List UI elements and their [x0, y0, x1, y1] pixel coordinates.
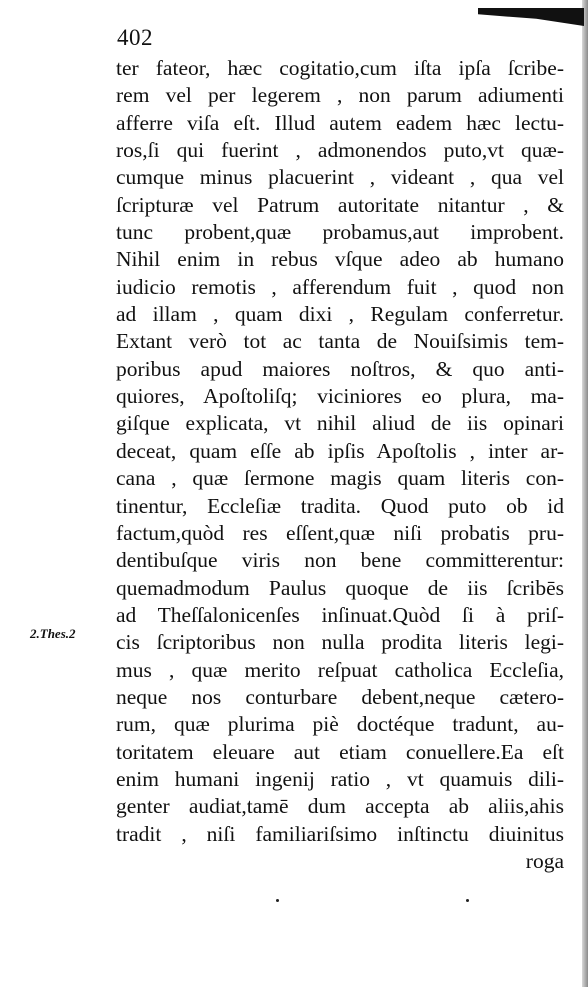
text-line: tunc probent,quæ probamus,aut improbent. — [116, 220, 564, 245]
text-line: tinentur, Eccleſiæ tradita. Quod puto ob id — [116, 493, 564, 518]
text-line: rem vel per legerem , non parum adiumenti — [116, 83, 564, 108]
text-line: iudicio remotis , afferendum fuit , quod non — [116, 274, 564, 299]
text-line: deceat, quam eſſe ab ipſis Apoſtolis , inter ar- — [116, 438, 564, 463]
text-line: toritatem eleuare aut etiam conuellere.Ea eſt — [116, 739, 564, 764]
text-line: Extant verò tot ac tanta de Nouiſsimis tem- — [116, 329, 564, 354]
corner-ink-mark — [478, 8, 584, 26]
text-line: mus , quæ merito reſpuat catholica Eccleſia, — [116, 657, 564, 682]
text-line: enim humani ingenij ratio , vt quamuis dili- — [116, 766, 564, 791]
text-line: ros,ſi qui fuerint , admonendos puto,vt quæ- — [116, 138, 564, 163]
text-line: ſcripturæ vel Patrum autoritate nitantur , & — [116, 192, 564, 217]
text-line: genter audiat,tamē dum accepta ab aliis,ahis — [116, 794, 564, 819]
text-line: poribus apud maiores noſtros, & quo anti- — [116, 356, 564, 381]
text-line: cis ſcriptoribus non nulla prodita literis legi- — [116, 630, 564, 655]
text-line: quemadmodum Paulus quoque de iis ſcribēs — [116, 575, 564, 600]
text-line: afferre viſa eſt. Illud autem eadem hæc lectu- — [116, 110, 564, 135]
page-number: 402 — [117, 25, 153, 50]
text-line: ad illam , quam dixi , Regulam conferretur. — [116, 302, 564, 327]
text-line: ad Theſſalonicenſes inſinuat.Quòd ſi à priſ- — [116, 602, 564, 627]
body-text — [116, 55, 564, 875]
text-line: cana , quæ ſermone magis quam literis con- — [116, 466, 564, 491]
text-line: dentibuſque viris non bene committerentur: — [116, 548, 564, 573]
print-speck — [466, 899, 469, 902]
print-speck — [276, 899, 279, 902]
text-line: neque nos conturbare debent,neque cætero- — [116, 684, 564, 709]
text-line: cumque minus placuerint , videant , qua vel — [116, 165, 564, 190]
text-line: quiores, Apoſtoliſq; viciniores eo plura, ma- — [116, 384, 564, 409]
text-line: factum,quòd res eſſent,quæ niſi probatis pru- — [116, 520, 564, 545]
text-line: giſque explicata, vt nihil aliud de iis opinari — [116, 411, 564, 436]
page-edge-shadow — [582, 0, 588, 987]
text-line: tradit , niſi familiariſsimo inſtinctu diuinitus — [116, 821, 564, 846]
marginal-note: 2.Thes.2 — [30, 626, 76, 641]
text-line: roga — [525, 848, 564, 873]
text-line: ter fateor, hæc cogitatio,cum iſta ipſa ſcribe- — [116, 56, 564, 80]
text-line: Nihil enim in rebus vſque adeo ab humano — [116, 247, 564, 272]
text-line: rum, quæ plurima piè doctéque tradunt, au- — [116, 712, 564, 737]
